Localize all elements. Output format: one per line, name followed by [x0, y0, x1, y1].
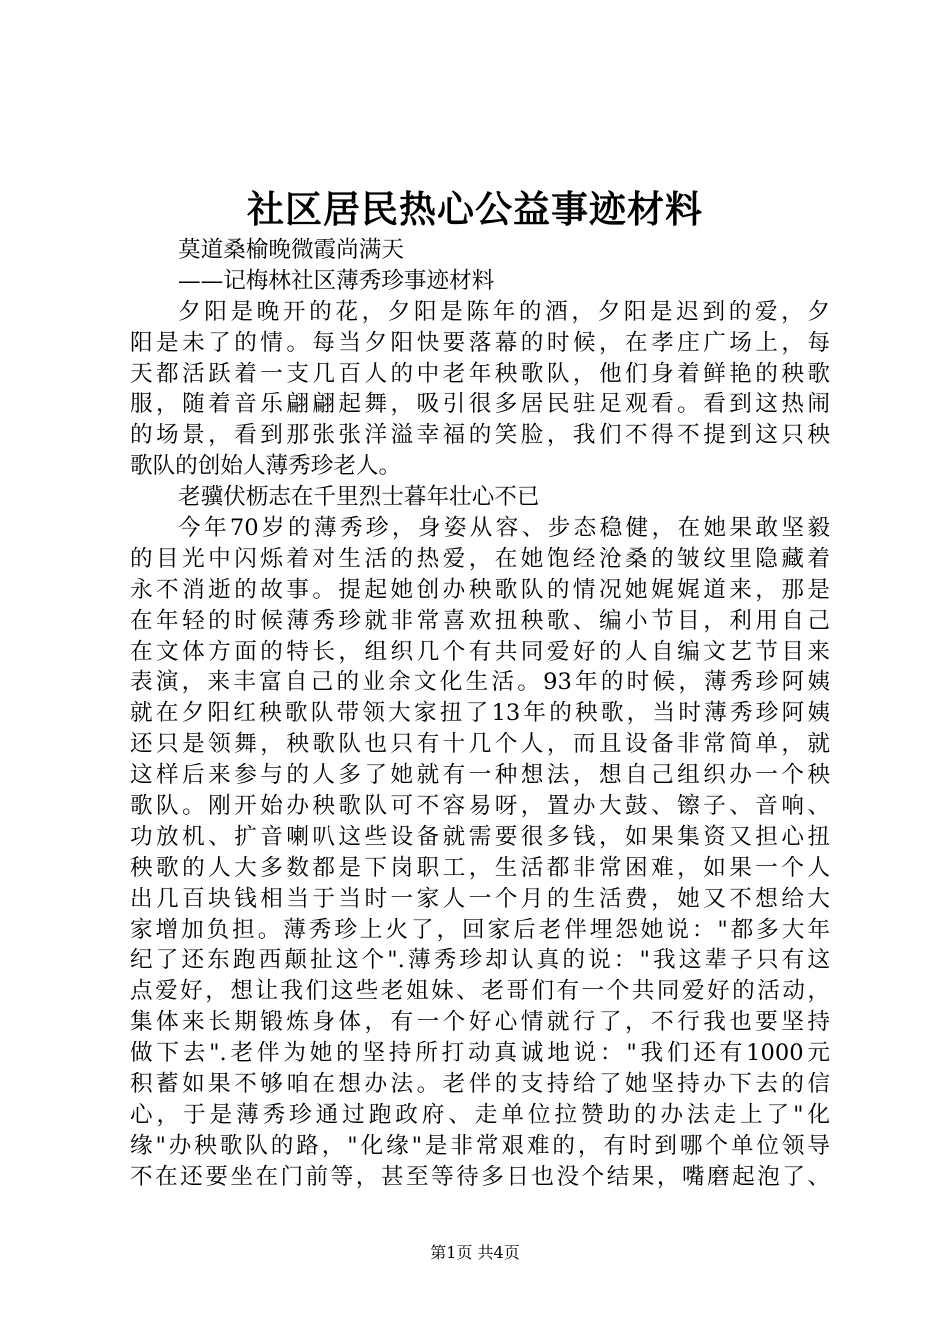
text-line: 集体来长期锻炼身体，有一个好心情就行了，不行我也要坚持	[130, 1009, 830, 1036]
text-line: 秧歌的人大多数都是下岗职工，生活都非常困难，如果一个人	[130, 854, 830, 881]
text-line: 积蓄如果不够咱在想办法。老伴的支持给了她坚持办下去的信	[130, 1071, 830, 1098]
text-line: 服，随着音乐翩翩起舞，吸引很多居民驻足观看。看到这热闹	[130, 391, 830, 418]
text-line: 做下去".老伴为她的坚持所打动真诚地说："我们还有1000元	[130, 1040, 830, 1067]
text-line: 天都活跃着一支几百人的中老年秧歌队，他们身着鲜艳的秧歌	[130, 360, 830, 387]
document-body	[130, 235, 830, 1193]
text-line: 歌队。刚开始办秧歌队可不容易呀，置办大鼓、镲子、音响、	[130, 793, 830, 820]
text-line: 心，于是薄秀珍通过跑政府、走单位拉赞助的办法走上了"化	[130, 1101, 830, 1128]
text-line: 纪了还东跑西颠扯这个".薄秀珍却认真的说："我这辈子只有这	[130, 947, 830, 974]
text-line: 出几百块钱相当于当时一家人一个月的生活费，她又不想给大	[130, 885, 830, 912]
text-line: 夕阳是晚开的花，夕阳是陈年的酒，夕阳是迟到的爱，夕	[178, 298, 830, 325]
page-title: 社区居民热心公益事迹材料	[247, 187, 703, 231]
text-line: 阳是未了的情。每当夕阳快要落幕的时候，在孝庄广场上，每	[130, 329, 830, 356]
subtitle-line: ——记梅林社区薄秀珍事迹材料	[178, 267, 495, 294]
subtitle-line: 莫道桑榆晚微霞尚满天	[178, 237, 404, 263]
text-line: 功放机、扩音喇叭这些设备就需要很多钱，如果集资又担心扭	[130, 823, 830, 850]
text-line: 表演，来丰富自己的业余文化生活。93年的时候，薄秀珍阿姨	[130, 669, 830, 696]
text-line: 在文体方面的特长，组织几个有共同爱好的人自编文艺节目来	[130, 638, 830, 665]
text-line: 点爱好，想让我们这些老姐妹、老哥们有一个共同爱好的活动，	[130, 978, 830, 1005]
text-line: 缘"办秧歌队的路，"化缘"是非常艰难的，有时到哪个单位领导	[130, 1132, 830, 1159]
text-line: 这样后来参与的人多了她就有一种想法，想自己组织办一个秧	[130, 762, 830, 789]
text-line: 歌队的创始人薄秀珍老人。	[130, 453, 402, 480]
text-line: 家增加负担。薄秀珍上火了，回家后老伴埋怨她说："都多大年	[130, 916, 830, 943]
text-line: 就在夕阳红秧歌队带领大家扭了13年的秧歌，当时薄秀珍阿姨	[130, 700, 830, 727]
text-line: 不在还要坐在门前等，甚至等待多日也没个结果，嘴磨起泡了、	[130, 1163, 830, 1190]
text-line: 的目光中闪烁着对生活的热爱，在她饱经沧桑的皱纹里隐藏着	[130, 545, 830, 572]
text-line: 永不消逝的故事。提起她创办秧歌队的情况她娓娓道来，那是	[130, 576, 830, 603]
text-line: 的场景，看到那张张洋溢幸福的笑脸，我们不得不提到这只秧	[130, 422, 830, 449]
text-line: 还只是领舞，秧歌队也只有十几个人，而且设备非常简单，就	[130, 731, 830, 758]
text-line: 在年轻的时候薄秀珍就非常喜欢扭秧歌、编小节目，利用自己	[130, 607, 830, 634]
section-heading: 老骥伏枥志在千里烈士暮年壮心不已	[178, 484, 540, 511]
text-line: 今年70岁的薄秀珍，身姿从容、步态稳健，在她果敢坚毅	[178, 515, 830, 542]
page-footer: 第1页 共4页	[430, 1243, 520, 1262]
